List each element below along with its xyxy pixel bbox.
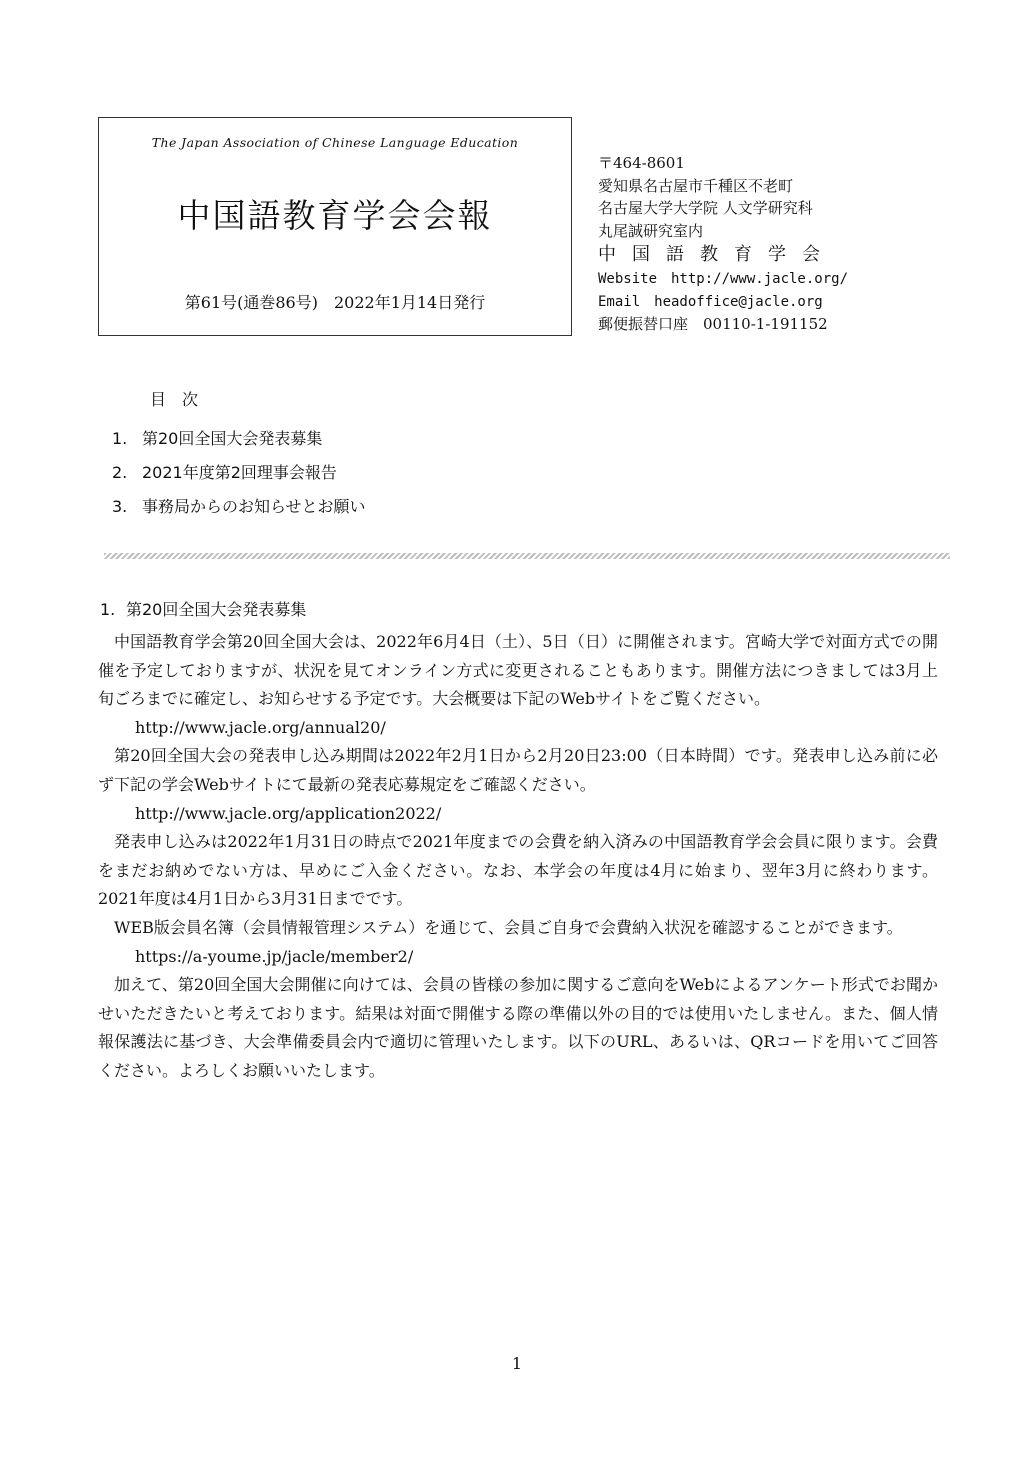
website-line: Website http://www.jacle.org/	[598, 271, 849, 287]
toc-item-label: 第20回全国大会発表募集	[142, 429, 323, 448]
paragraph: 中国語教育学会第20回全国大会は、2022年6月4日（土）、5日（日）に開催されます。宮崎大学で対面方式での開催を予定しておりますが、状況を見てオンライン方式に変更されることもあります。開催方法につきましては3月上旬ごろまでに確定し、お知らせする予定です。大会概要は下記のWebサイトをご覧ください。	[98, 632, 938, 709]
toc-item-label: 事務局からのお知らせとお願い	[142, 497, 366, 516]
section-body	[98, 628, 938, 1086]
member-url: https://a-youme.jp/jacle/member2/	[135, 946, 414, 966]
postal-account-line: 郵便振替口座 00110-1-191152	[598, 315, 828, 333]
toc-item-label: 2021年度第2回理事会報告	[142, 463, 337, 482]
masthead-issue: 第61号(通巻86号) 2022年1月14日発行	[184, 293, 486, 312]
paragraph: 発表申し込みは2022年1月31日の時点で2021年度までの会費を納入済みの中国語教育学会会員に限ります。会費をまだお納めでない方は、早めにご入金ください。なお、本学会の年度は4月に始まり、翌年3月に終わります。2021年度は4月1日から3月31日までです。	[98, 832, 938, 909]
address-block	[598, 152, 1018, 336]
toc-item-number: 2.	[112, 463, 128, 482]
page-number: 1	[511, 1354, 523, 1373]
masthead-box	[98, 117, 572, 336]
annual-url: http://www.jacle.org/annual20/	[135, 717, 386, 737]
toc-item-number: 1.	[112, 429, 128, 448]
toc-item	[112, 490, 712, 524]
table-of-contents	[112, 388, 712, 524]
paragraph: WEB版会員名簿（会員情報管理システム）を通じて、会員ご自身で会費納入状況を確認することができます。	[114, 917, 903, 937]
toc-item	[112, 456, 712, 490]
toc-item	[112, 422, 712, 456]
section-heading	[100, 597, 306, 623]
section-title: 第20回全国大会発表募集	[126, 600, 307, 619]
paragraph: 加えて、第20回全国大会開催に向けては、会員の皆様の参加に関するご意向をWebによるアンケート形式でお聞かせいただきたいと考えております。結果は対面で開催する際の準備以外の目的では使用いたしません。また、個人情報保護法に基づき、大会準備委員会内で適切に管理いたします。以下のURL、あるいは、QRコードを用いてご回答ください。よろしくお願いいたします。	[98, 975, 938, 1080]
organization-name: 中国語教育学会	[598, 244, 836, 265]
toc-heading: 目次	[150, 390, 215, 409]
email-line: Email headoffice@jacle.org	[598, 293, 823, 310]
address-line-2: 名古屋大学大学院 人文学研究科	[598, 199, 813, 217]
address-line-1: 愛知県名古屋市千種区不老町	[598, 176, 794, 195]
masthead-english-name: The Japan Association of Chinese Language Education	[151, 135, 519, 150]
toc-item-number: 3.	[112, 497, 128, 516]
section-number: 1.	[100, 600, 116, 619]
paragraph: 第20回全国大会の発表申し込み期間は2022年2月1日から2月20日23:00（日本時間）です。発表申し込み前に必ず下記の学会Webサイトにて最新の発表応募規定をご確認ください。	[98, 746, 938, 794]
masthead-title: 中国語教育学会会報	[177, 196, 493, 235]
postal-code: 〒464-8601	[598, 154, 685, 172]
application-url: http://www.jacle.org/application2022/	[135, 803, 442, 823]
section-divider	[104, 553, 950, 559]
address-line-3: 丸尾誠研究室内	[598, 221, 704, 240]
